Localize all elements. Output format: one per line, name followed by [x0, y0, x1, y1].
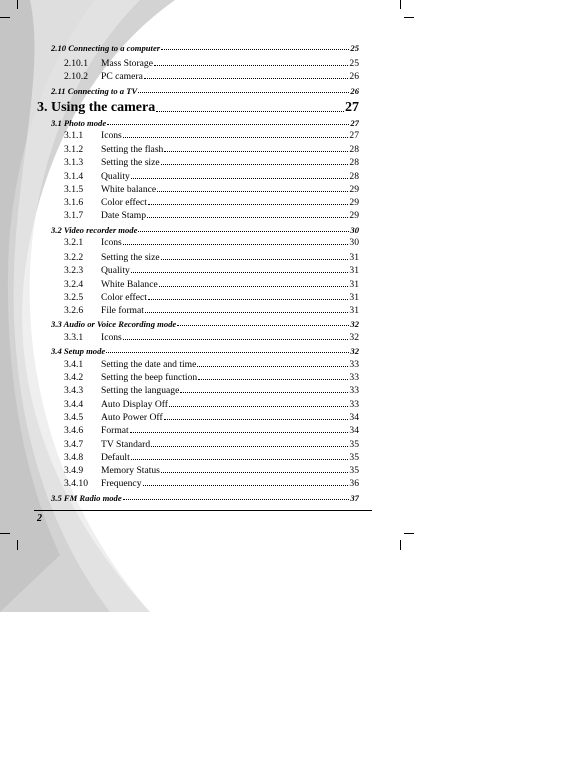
toc-leader-dots [106, 352, 349, 353]
toc-subsection-row[interactable] [64, 413, 359, 423]
toc-number: 3.4.9 [64, 466, 84, 476]
toc-chapter-row[interactable] [37, 101, 359, 115]
toc-subsection-row[interactable] [64, 479, 359, 489]
toc-title: Frequency [101, 479, 142, 489]
toc-page-number: 35 [349, 440, 359, 450]
toc-title: Setting the flash [101, 145, 164, 155]
toc-title: 2.10 Connecting to a computer [51, 44, 161, 53]
toc-subsection-row[interactable] [64, 440, 359, 450]
toc-leader-dots [131, 178, 349, 179]
toc-leader-dots [138, 231, 349, 232]
toc-page-number: 32 [349, 333, 359, 343]
toc-number: 3.2.4 [64, 280, 84, 290]
toc-number: 3.1.1 [64, 131, 84, 141]
toc-page-number: 26 [349, 72, 359, 82]
toc-page-number: 31 [349, 253, 359, 263]
toc-section-row[interactable] [51, 347, 359, 356]
toc-title: 3.4 Setup mode [51, 347, 106, 356]
toc-leader-dots [131, 459, 349, 460]
toc-number: 3.4.6 [64, 426, 84, 436]
toc-page-number: 28 [349, 172, 359, 182]
toc-page-number: 36 [349, 479, 359, 489]
toc-subsection-row[interactable] [64, 172, 359, 182]
toc-leader-dots [123, 244, 349, 245]
toc-title: 3.5 FM Radio mode [51, 494, 122, 503]
toc-subsection-row[interactable] [64, 426, 359, 436]
toc-title: 3.1 Photo mode [51, 119, 107, 128]
toc-title: Icons [101, 333, 122, 343]
toc-number: 3.3.1 [64, 333, 84, 343]
toc-title: Setting the date and time [101, 360, 197, 370]
toc-page-number: 30 [350, 226, 359, 235]
toc-leader-dots [148, 204, 348, 205]
footer-rule [34, 510, 372, 511]
toc-subsection-row[interactable] [64, 466, 359, 476]
toc-page-number: 28 [349, 158, 359, 168]
toc-page-number: 35 [349, 453, 359, 463]
toc-leader-dots [164, 419, 349, 420]
toc-number: 3.1.2 [64, 145, 84, 155]
toc-page-number: 29 [349, 211, 359, 221]
toc-title: 3. Using the camera [37, 101, 156, 115]
toc-title: White balance [101, 185, 157, 195]
toc-leader-dots [123, 499, 350, 500]
toc-leader-dots [161, 164, 349, 165]
toc-leader-dots [143, 485, 349, 486]
toc-number: 3.2.2 [64, 253, 84, 263]
toc-subsection-row[interactable] [64, 198, 359, 208]
toc-leader-dots [169, 406, 348, 407]
toc-title: File format [101, 306, 144, 316]
toc-page-number: 32 [350, 320, 359, 329]
toc-page-number: 31 [349, 293, 359, 303]
toc-title: 3.3 Audio or Voice Recording mode [51, 320, 177, 329]
toc-title: 3.2 Video recorder mode [51, 226, 138, 235]
toc-title: White Balance [101, 280, 158, 290]
toc-leader-dots [161, 472, 349, 473]
toc-number: 3.4.5 [64, 413, 84, 423]
toc-title: Default [101, 453, 130, 463]
toc-page-number: 25 [350, 44, 359, 53]
toc-title: Icons [101, 238, 122, 248]
toc-subsection-row[interactable] [64, 59, 359, 69]
toc-page-number: 34 [349, 413, 359, 423]
toc-page-number: 28 [349, 145, 359, 155]
toc-subsection-row[interactable] [64, 453, 359, 463]
toc-number: 3.4.3 [64, 386, 84, 396]
toc-subsection-row[interactable] [64, 211, 359, 221]
toc-page-number: 31 [349, 306, 359, 316]
toc-title: Auto Power Off [101, 413, 163, 423]
toc-title: Setting the size [101, 253, 160, 263]
toc-page-number: 27 [345, 101, 359, 115]
toc-leader-dots [145, 312, 349, 313]
toc-title: Auto Display Off [101, 400, 168, 410]
toc-page-number: 37 [350, 494, 359, 503]
toc-leader-dots [161, 49, 349, 50]
toc-section-row[interactable] [51, 44, 359, 53]
toc-leader-dots [198, 379, 348, 380]
toc-number: 2.10.1 [64, 59, 88, 69]
toc-page-number: 33 [349, 400, 359, 410]
toc-title: PC camera [101, 72, 143, 82]
toc-subsection-row[interactable] [64, 72, 359, 82]
toc-title: Setting the beep function [101, 373, 198, 383]
toc-title: Format [101, 426, 129, 436]
toc-number: 2.10.2 [64, 72, 88, 82]
toc-subsection-row[interactable] [64, 145, 359, 155]
toc-subsection-row[interactable] [64, 266, 359, 276]
toc-leader-dots [154, 65, 348, 66]
toc-number: 3.2.3 [64, 266, 84, 276]
toc-leader-dots [138, 92, 349, 93]
toc-leader-dots [180, 392, 348, 393]
toc-subsection-row[interactable] [64, 386, 359, 396]
toc-leader-dots [123, 137, 349, 138]
toc-number: 3.1.3 [64, 158, 84, 168]
toc-page-number: 27 [349, 131, 359, 141]
toc-number: 3.4.8 [64, 453, 84, 463]
toc-leader-dots [144, 78, 349, 79]
toc-subsection-row[interactable] [64, 360, 359, 370]
toc-leader-dots [123, 339, 349, 340]
toc-section-row[interactable] [51, 87, 359, 96]
toc-page-number: 33 [349, 373, 359, 383]
toc-subsection-row[interactable] [64, 280, 359, 290]
toc-leader-dots [130, 432, 349, 433]
toc-leader-dots [147, 217, 348, 218]
toc-number: 3.1.6 [64, 198, 84, 208]
toc-number: 3.1.7 [64, 211, 84, 221]
page-number: 2 [37, 513, 42, 524]
toc-leader-dots [107, 124, 349, 125]
toc-page-number: 34 [349, 426, 359, 436]
toc-leader-dots [197, 366, 348, 367]
toc-subsection-row[interactable] [64, 373, 359, 383]
toc-subsection-row[interactable] [64, 131, 359, 141]
toc-title: Setting the language [101, 386, 180, 396]
toc-title: Color effect [101, 198, 147, 208]
toc-number: 3.1.5 [64, 185, 84, 195]
toc-page-number: 27 [350, 119, 359, 128]
toc-number: 3.4.10 [64, 479, 88, 489]
toc-leader-dots [177, 325, 349, 326]
toc-page-number: 29 [349, 185, 359, 195]
toc-page-number: 26 [350, 87, 359, 96]
toc-leader-dots [164, 151, 348, 152]
toc-number: 3.4.7 [64, 440, 84, 450]
toc-leader-dots [151, 446, 348, 447]
toc-subsection-row[interactable] [64, 333, 359, 343]
toc-page-number: 32 [350, 347, 359, 356]
toc-number: 3.4.4 [64, 400, 84, 410]
toc-page-number: 35 [349, 466, 359, 476]
toc-title: Icons [101, 131, 122, 141]
toc-subsection-row[interactable] [64, 306, 359, 316]
toc-number: 3.2.6 [64, 306, 84, 316]
toc-section-row[interactable] [51, 119, 359, 128]
toc-title: Date Stamp [101, 211, 147, 221]
toc-title: Color effect [101, 293, 147, 303]
toc-title: Memory Status [101, 466, 160, 476]
toc-section-row[interactable] [51, 494, 359, 503]
toc-leader-dots [131, 272, 349, 273]
toc-page-number: 30 [349, 238, 359, 248]
toc-number: 3.4.2 [64, 373, 84, 383]
toc-section-row[interactable] [51, 226, 359, 235]
toc-subsection-row[interactable] [64, 238, 359, 248]
toc-number: 3.1.4 [64, 172, 84, 182]
toc-title: 2.11 Connecting to a TV [51, 87, 138, 96]
toc-subsection-row[interactable] [64, 293, 359, 303]
toc-title: TV Standard [101, 440, 151, 450]
toc-page-number: 31 [349, 266, 359, 276]
toc-subsection-row[interactable] [64, 400, 359, 410]
toc-section-row[interactable] [51, 320, 359, 329]
toc-leader-dots [156, 111, 344, 112]
toc-title: Quality [101, 266, 130, 276]
toc-leader-dots [161, 259, 349, 260]
toc-page-number: 25 [349, 59, 359, 69]
toc-title: Setting the size [101, 158, 160, 168]
toc-leader-dots [148, 299, 348, 300]
toc-page-number: 31 [349, 280, 359, 290]
toc-page-number: 33 [349, 386, 359, 396]
toc-title: Mass Storage [101, 59, 153, 69]
toc-number: 3.2.5 [64, 293, 84, 303]
toc-subsection-row[interactable] [64, 158, 359, 168]
toc-title: Quality [101, 172, 130, 182]
toc-page-number: 29 [349, 198, 359, 208]
toc-subsection-row[interactable] [64, 185, 359, 195]
toc-leader-dots [159, 286, 349, 287]
toc-page-number: 33 [349, 360, 359, 370]
toc-subsection-row[interactable] [64, 253, 359, 263]
toc-number: 3.4.1 [64, 360, 84, 370]
toc-leader-dots [157, 191, 348, 192]
toc-number: 3.2.1 [64, 238, 84, 248]
